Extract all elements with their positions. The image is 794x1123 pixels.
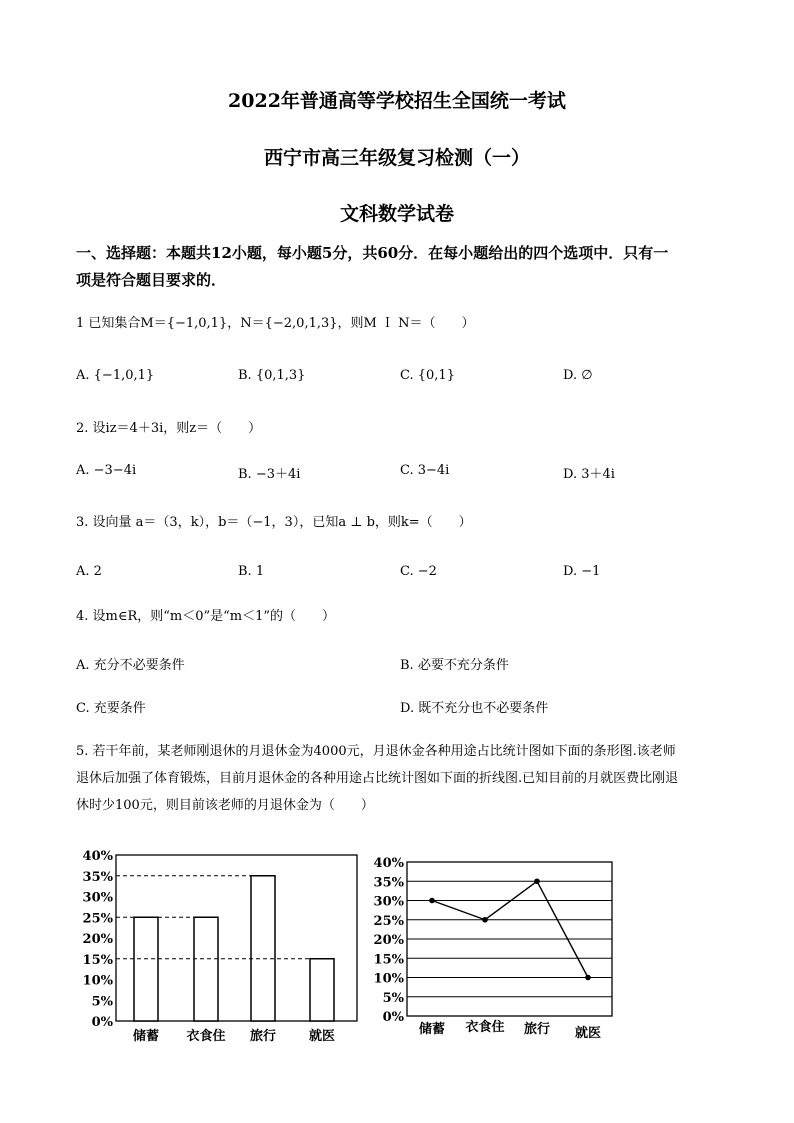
bar-chart-x-tick-label: 旅行 <box>249 1029 277 1044</box>
bar-chart-x-tick-label: 储蓄 <box>132 1029 160 1044</box>
exam-subtitle: 西宁市高三年级复习检测（一） <box>263 147 530 169</box>
bar-chart-y-tick-label: 40% <box>82 849 113 864</box>
line-chart-x-tick-label: 就医 <box>574 1026 602 1041</box>
line-chart-x-tick-label: 储蓄 <box>418 1022 446 1037</box>
exam-title: 2022年普通高等学校招生全国统一考试 <box>228 90 566 112</box>
bar-chart <box>70 845 370 1050</box>
question-4-stem: 4. 设m∈R，则“m＜0”是“m＜1”的（ ） <box>76 609 336 624</box>
question-2-option-c[interactable]: C. 3−4i <box>400 463 450 478</box>
bar-chart-y-tick-label: 30% <box>82 890 113 906</box>
question-1-option-d[interactable]: D. ∅ <box>563 368 593 383</box>
bar-chart-x-tick-label: 就医 <box>308 1029 336 1044</box>
line-chart-y-tick-label: 20% <box>373 933 404 948</box>
line-chart-y-tick-label: 40% <box>373 856 404 871</box>
bar-chart-y-tick-label: 20% <box>82 932 113 947</box>
line-chart-y-tick-label: 0% <box>382 1010 404 1025</box>
question-4-option-b[interactable]: B. 必要不充分条件 <box>400 658 509 673</box>
line-chart-y-tick-label: 15% <box>373 952 404 968</box>
line-chart-point <box>585 975 591 981</box>
question-4-option-d[interactable]: D. 既不充分也不必要条件 <box>400 701 549 716</box>
question-3-option-b[interactable]: B. 1 <box>238 564 265 579</box>
question-2-option-a[interactable]: A. −3−4i <box>76 463 137 478</box>
question-2-option-b[interactable]: B. −3＋4i <box>238 467 301 482</box>
question-1-option-a[interactable]: A. {−1,0,1} <box>76 368 155 383</box>
question-3-stem: 3. 设向量 a＝（3，k），b＝（−1，3），已知a ⊥ b，则k=（ ） <box>76 515 472 530</box>
question-1-stem: 1 已知集合M＝{−1,0,1}，N＝{−2,0,1,3}，则M Ｉ N＝（ ） <box>76 316 475 331</box>
question-4-option-c[interactable]: C. 充要条件 <box>76 701 146 716</box>
line-chart-x-tick-label: 旅行 <box>523 1022 551 1037</box>
bar-chart-y-tick-label: 35% <box>82 869 113 885</box>
question-3-option-a[interactable]: A. 2 <box>76 564 102 579</box>
paper-title: 文科数学试卷 <box>339 203 454 225</box>
question-2-stem: 2. 设iz＝4＋3i，则z＝（ ） <box>76 421 262 436</box>
bar-chart-y-tick-label: 15% <box>82 952 113 968</box>
bar-chart-bar <box>134 917 158 1021</box>
bar-chart-y-tick-label: 10% <box>82 973 113 989</box>
bar-chart-x-tick-label: 衣食住 <box>186 1029 226 1044</box>
line-chart-y-tick-label: 25% <box>373 913 404 929</box>
bar-chart-bar <box>251 876 275 1021</box>
question-4-option-a[interactable]: A. 充分不必要条件 <box>76 658 185 673</box>
line-chart-point <box>482 917 488 923</box>
line-chart-series-line <box>432 881 588 977</box>
line-chart <box>362 852 632 1052</box>
bar-chart-y-tick-label: 0% <box>91 1015 113 1030</box>
section-heading-line1: 一、选择题：本题共12小题，每小题5分，共60分．在每小题给出的四个选项中．只有一 <box>76 244 669 262</box>
bar-chart-bar <box>194 917 218 1021</box>
bar-chart-y-tick-label: 25% <box>82 911 113 927</box>
line-chart-y-tick-label: 10% <box>373 971 404 987</box>
bar-chart-bar <box>310 959 334 1021</box>
line-chart-point <box>534 878 540 884</box>
line-chart-y-tick-label: 5% <box>382 990 404 1006</box>
line-chart-y-tick-label: 35% <box>373 875 404 891</box>
question-5-stem <box>76 738 726 819</box>
line-chart-point <box>429 898 435 904</box>
line-chart-x-tick-label: 衣食住 <box>465 1020 505 1035</box>
question-1-option-c[interactable]: C. {0,1} <box>400 368 455 383</box>
question-1-option-b[interactable]: B. {0,1,3} <box>238 368 306 383</box>
line-chart-y-tick-label: 30% <box>373 894 404 910</box>
question-3-option-c[interactable]: C. −2 <box>400 564 437 579</box>
question-5-stem-line2: 退休后加强了体育锻炼，目前月退休金的各种用途占比统计图如下面的折线图.已知目前的月就医费比刚退 <box>76 771 679 786</box>
bar-chart-y-tick-label: 5% <box>91 994 113 1010</box>
question-5-stem-line3: 休时少100元，则目前该老师的月退休金为（ ） <box>76 798 374 813</box>
section-heading <box>76 240 726 294</box>
question-3-option-d[interactable]: D. −1 <box>563 564 601 579</box>
question-5-stem-line1: 5. 若干年前，某老师刚退休的月退休金为4000元，月退休金各种用途占比统计图如下面的条形图.该老师 <box>76 744 676 759</box>
section-heading-line2: 项是符合题目要求的． <box>76 271 227 289</box>
question-2-option-d[interactable]: D. 3＋4i <box>563 467 615 482</box>
